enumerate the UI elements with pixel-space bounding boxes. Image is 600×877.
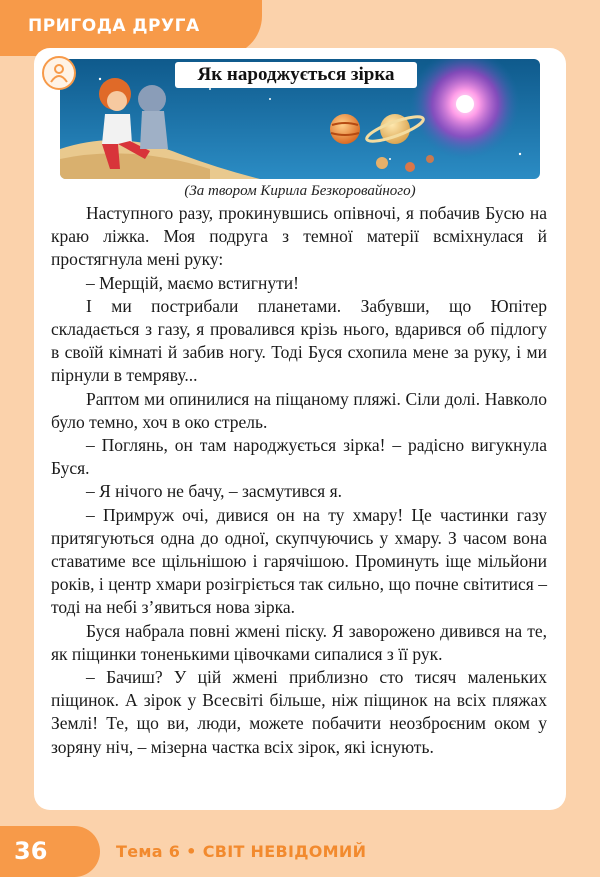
page-number: 36 bbox=[14, 837, 48, 865]
paragraph-7: – Примруж очі, дивися он на ту хмару! Це частинки газу притягуються одна до одної, скупчуючись у хмару. З часом вона ставатиме все щільнішою і гарячішою. Проминуть іще мільйони років, і центр хмари розігріється так сильно, що почне світитися – тоді на небі з’явиться нова зірка. bbox=[51, 504, 547, 618]
story-text bbox=[51, 202, 547, 759]
section-title: ПРИГОДА ДРУГА bbox=[28, 16, 200, 36]
paragraph-5: – Поглянь, он там народжується зірка! – радісно вигукнула Буся. bbox=[51, 435, 547, 479]
paragraph-9: – Бачиш? У цій жмені приблизно сто тисяч маленьких піщинок. А зірок у Всесвіті більше, ніж піщинок на всіх пляжах Землі! Те, що ви, люди, можете побачити неозброєним оком у зоряну ніч, – мізерна частка всіх зірок, які існують. bbox=[51, 667, 547, 757]
story-badge-icon bbox=[42, 56, 76, 90]
topic-label bbox=[116, 842, 366, 861]
story-credit: (За твором Кирила Безкоровайного) bbox=[184, 183, 416, 199]
paragraph-6: – Я нічого не бачу, – засмутився я. bbox=[86, 481, 343, 502]
paragraph-3: І ми пострибали планетами. Забувши, що Юпітер складається з газу, я провалився крізь нього, вдарився об підлогу в своїй кімнаті й забив ногу. Тоді Буся схопила мене за руку, і ми пірнули в темряву... bbox=[51, 295, 547, 386]
topic-separator: • bbox=[186, 842, 197, 861]
paragraph-8: Буся набрала повні жмені піску. Я заворожено дивився на те, як піщинки тоненькими цівочками сипалися з її рук. bbox=[51, 620, 547, 664]
story-title: Як народжується зірка bbox=[175, 62, 417, 88]
paragraph-2: – Мерщій, маємо встигнути! bbox=[86, 272, 299, 293]
paragraph-1: Наступного разу, прокинувшись опівночі, я побачив Бусю на краю ліжка. Моя подруга з темної матерії всміхнулася й простягнула мені руку: bbox=[51, 203, 547, 270]
topic-name: СВІТ НЕВІДОМИЙ bbox=[202, 842, 367, 861]
paragraph-4: Раптом ми опинилися на піщаному пляжі. Сіли долі. Навколо було темно, хоч в око стрель. bbox=[51, 388, 547, 432]
topic-number: Тема 6 bbox=[116, 842, 181, 861]
